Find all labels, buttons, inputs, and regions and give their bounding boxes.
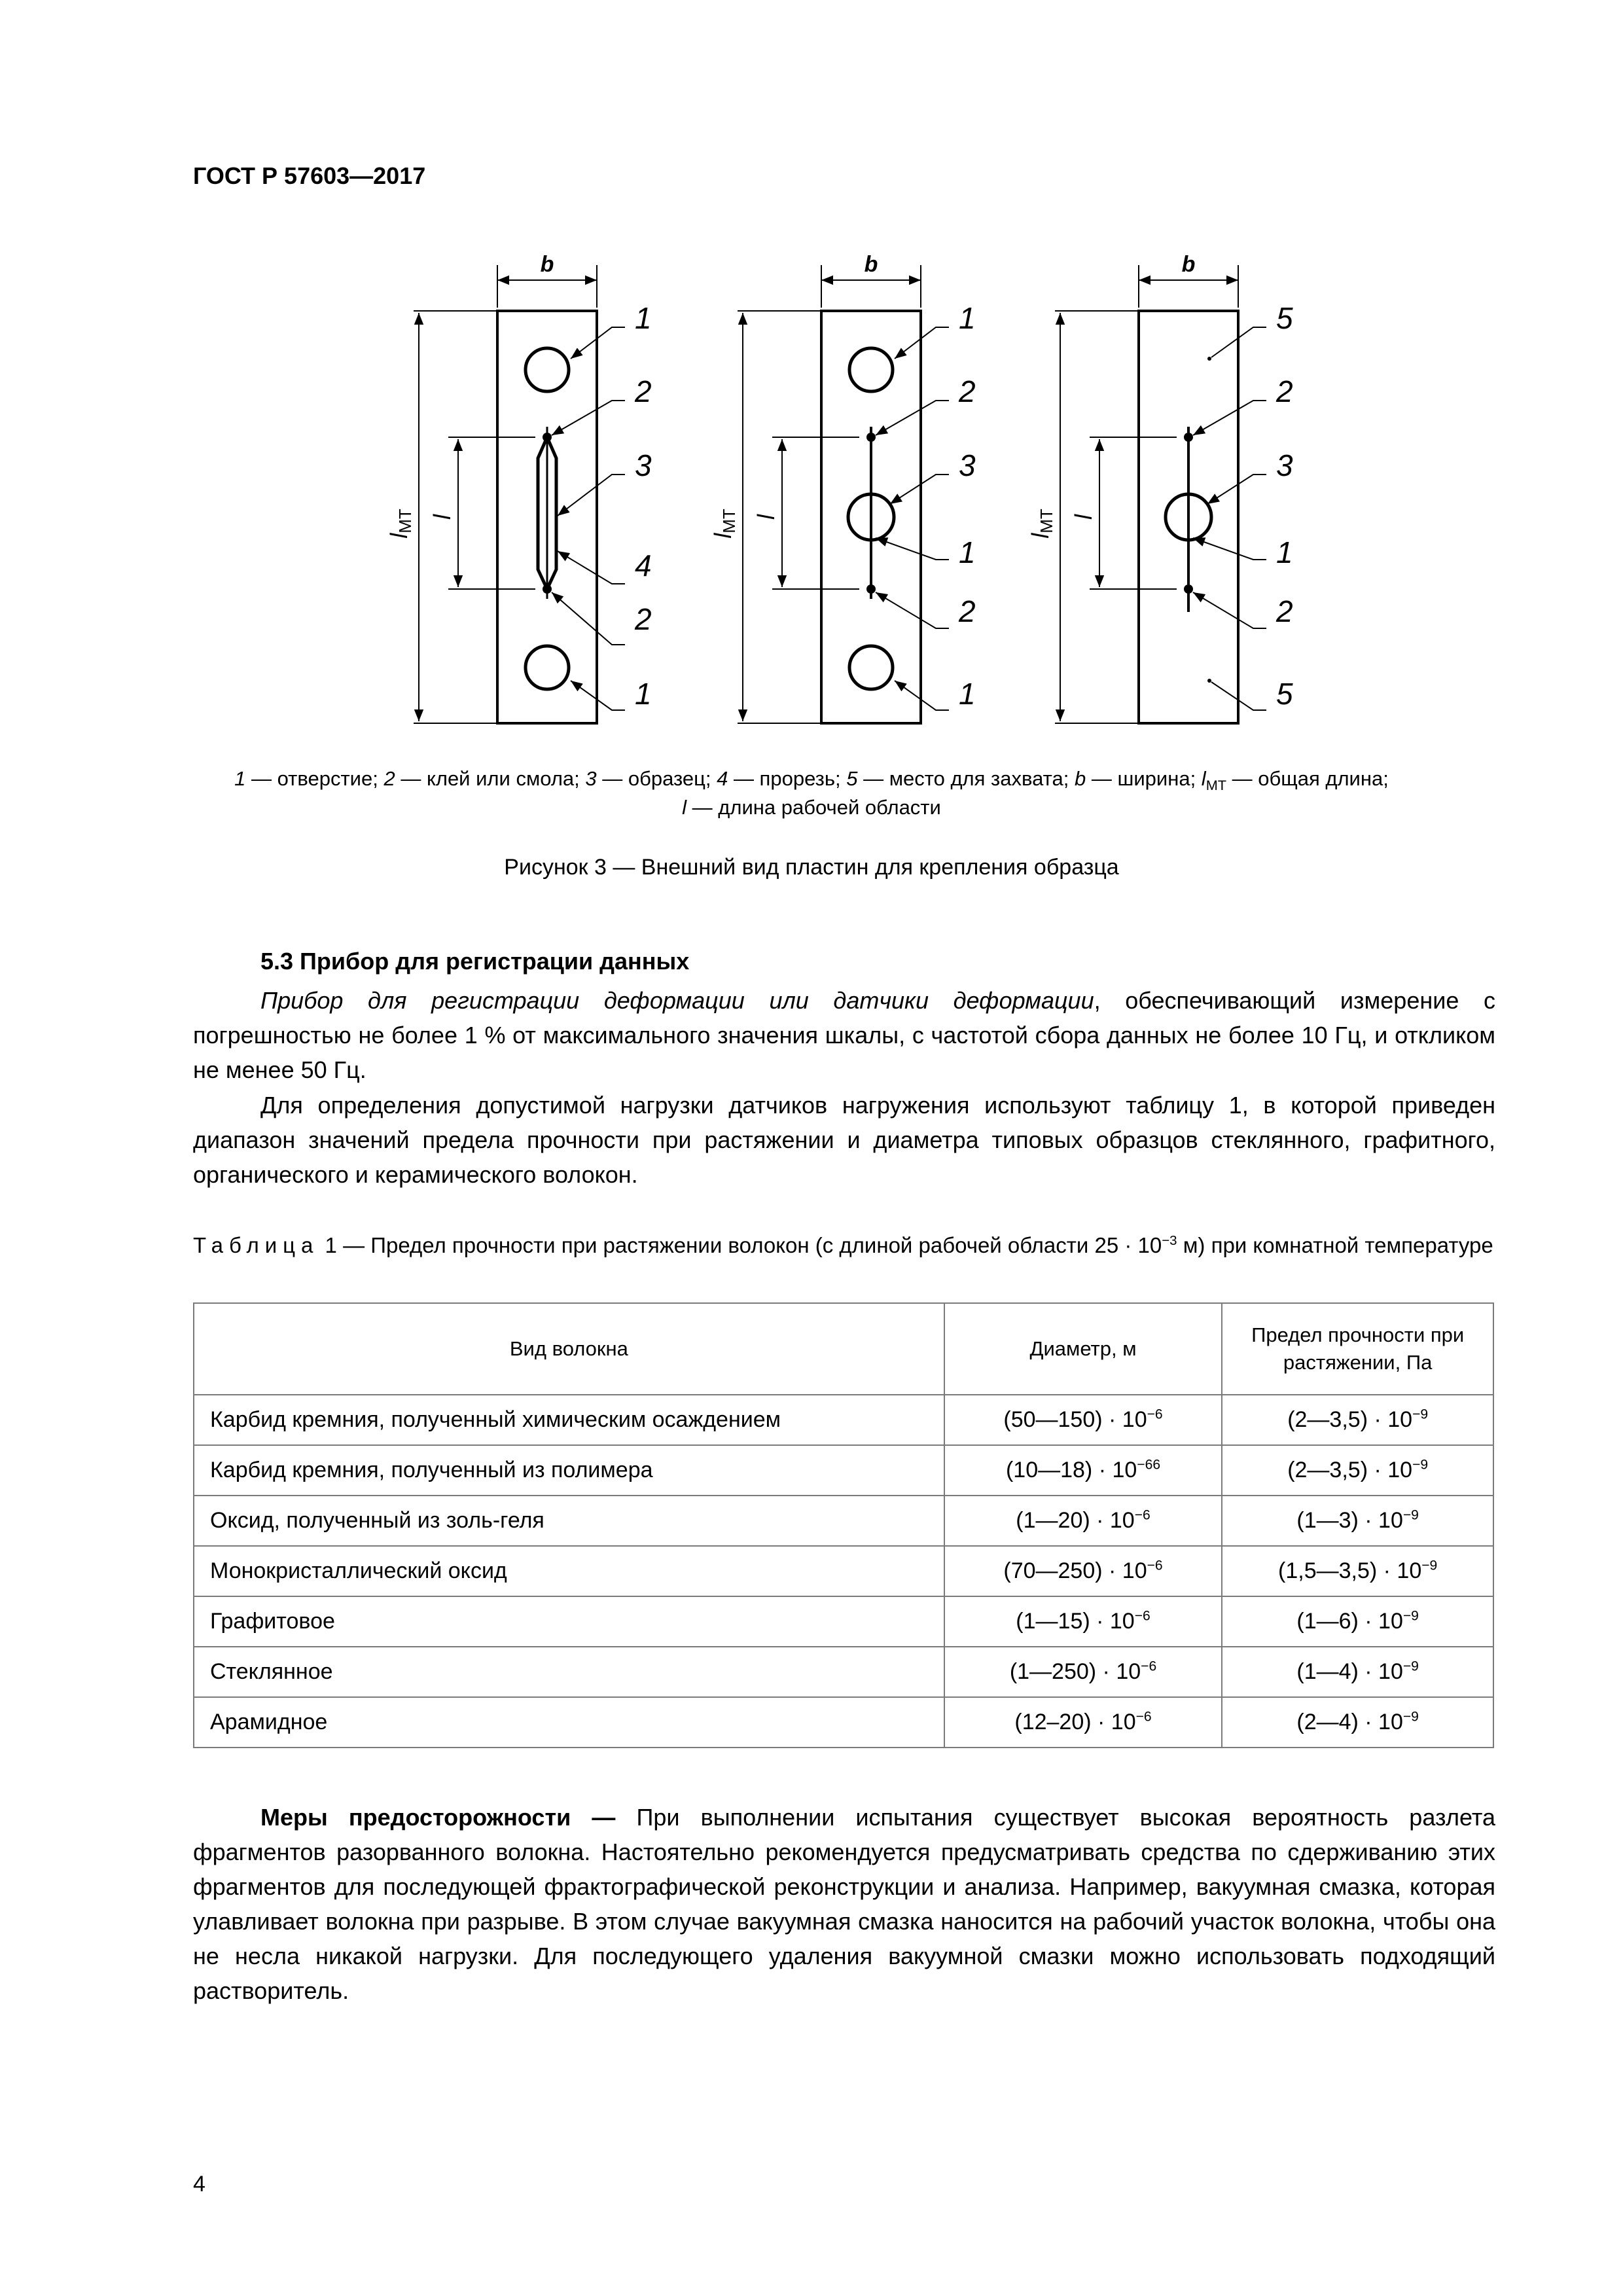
svg-text:3: 3 xyxy=(959,448,976,482)
svg-text:5: 5 xyxy=(1276,677,1293,711)
svg-text:1: 1 xyxy=(959,535,976,569)
width-label: b xyxy=(540,252,554,277)
svg-text:1: 1 xyxy=(1276,535,1293,569)
svg-text:5: 5 xyxy=(1276,301,1293,335)
callouts-plate-1 xyxy=(634,301,652,711)
svg-text:lМТ: lМТ xyxy=(709,509,739,539)
svg-text:3: 3 xyxy=(635,448,652,482)
plates-figure xyxy=(0,0,1623,772)
svg-text:2: 2 xyxy=(635,602,652,636)
table-caption: Таблица 1 — Предел прочности при растяжении волокон (с длиной рабочей области $25 \cdot 10^{-3}$ м) при комнатной температуре xyxy=(193,1233,1493,1257)
figure-caption: Рисунок 3 — Внешний вид пластин для крепления образца xyxy=(504,855,1119,880)
work-length-label: l xyxy=(429,514,455,520)
callouts-plate-3 xyxy=(1275,301,1293,711)
page-number: 4 xyxy=(193,2172,205,2197)
hole-bottom xyxy=(849,646,893,689)
svg-text:4: 4 xyxy=(635,548,652,583)
callouts-plate-2 xyxy=(958,301,976,711)
table-row: Монокристаллический оксид (70—250) · $10^{-6}$ (1,5—3,5) · $10^{-9}$ xyxy=(194,1546,1493,1596)
svg-text:2: 2 xyxy=(1276,594,1293,628)
table-header-row xyxy=(194,1303,1493,1395)
table-row: Стеклянное (1—250) · $10^{-6}$ (1—4) · $10^{-9}$ xyxy=(194,1647,1493,1697)
table-row: Оксид, полученный из золь-геля (1—20) · $10^{-6}$ (1—3) · $10^{-9}$ xyxy=(194,1496,1493,1546)
hole-bottom xyxy=(526,646,569,689)
svg-text:1: 1 xyxy=(635,677,652,711)
section-title: 5.3 Прибор для регистрации данных xyxy=(260,948,690,975)
paragraph-table-intro: Для определения допустимой нагрузки датчиков нагружения используют таблицу 1, в которой приведен диапазон значений предела прочности при растяжении и диаметра типовых образцов стеклянного, графитного, органического и керамического волокон. xyxy=(193,1092,1495,1188)
svg-text:1: 1 xyxy=(959,301,976,335)
svg-text:2: 2 xyxy=(1276,374,1293,408)
plate-2 xyxy=(709,252,976,723)
total-length-label: l xyxy=(385,533,412,539)
svg-text:b: b xyxy=(1181,252,1196,277)
col-header-strength: Предел прочности при растяжении, Па xyxy=(1222,1303,1493,1395)
hole-top xyxy=(849,348,893,391)
paragraph-precautions: Меры предосторожности — При выполнении испытания существует высокая вероятность разлета фрагментов разорванного волокна. Настоятельно рекомендуется предусматривать средства по сдерживанию этих фрагментов для последующей фрактографической реконструкции и анализа. Например, вакуумная смазка, которая улавливает волокна при разрыве. В этом случае вакуумная смазка наносится на рабочий участок волокна, чтобы она не несла никакой нагрузки. Для последующего удаления вакуумной смазки можно использовать подходящий растворитель. xyxy=(193,1804,1495,2004)
hole-top xyxy=(526,348,569,391)
fiber-strength-table xyxy=(193,1302,1494,1748)
table-row: Арамидное $(12-20) \cdot 10^{-6}$ (2—4) · $10^{-9}$ xyxy=(194,1697,1493,1748)
col-header-diameter: Диаметр, м xyxy=(944,1303,1222,1395)
svg-text:3: 3 xyxy=(1276,448,1293,482)
figure-legend-line-1: 1 — отверстие; 2 — клей или смола; 3 — образец; 4 — прорезь; 5 — место для захвата; b — ширина; $l_{МТ}$ — общая длина; xyxy=(234,767,1389,794)
table-row: Карбид кремния, полученный химическим осаждением (50—150) · $10^{-6}$ (2—3,5) · $10^{-9}$ xyxy=(194,1395,1493,1445)
plate-3 xyxy=(1027,252,1293,723)
document-header: ГОСТ Р 57603—2017 xyxy=(193,162,426,189)
svg-text:2: 2 xyxy=(959,374,976,408)
paragraph-instrument: Прибор для регистрации деформации или датчики деформации, обеспечивающий измерение с погрешностью не более 1 % от максимального значения шкалы, с частотой сбора данных не более 10 Гц, и откликом не менее 50 Гц. xyxy=(193,987,1495,1083)
figure-legend-line-2: l — длина рабочей области xyxy=(682,796,941,819)
svg-text:l: l xyxy=(753,514,779,520)
svg-text:1: 1 xyxy=(959,677,976,711)
svg-text:2: 2 xyxy=(959,594,976,628)
col-header-fiber: Вид волокна xyxy=(194,1303,944,1395)
svg-text:2: 2 xyxy=(635,374,652,408)
svg-text:b: b xyxy=(864,252,878,277)
table-row: Графитовое (1—15) · $10^{-6}$ (1—6) · $10^{-9}$ xyxy=(194,1596,1493,1647)
svg-text:l: l xyxy=(1070,514,1097,520)
svg-text:lМТ: lМТ xyxy=(1027,509,1056,539)
svg-text:1: 1 xyxy=(635,301,652,335)
table-row: Карбид кремния, полученный из полимера (10—18) · $10^{-66}$ (2—3,5) · $10^{-9}$ xyxy=(194,1445,1493,1496)
svg-text:lМТ: lМТ xyxy=(385,509,415,539)
plate-1 xyxy=(385,252,652,723)
